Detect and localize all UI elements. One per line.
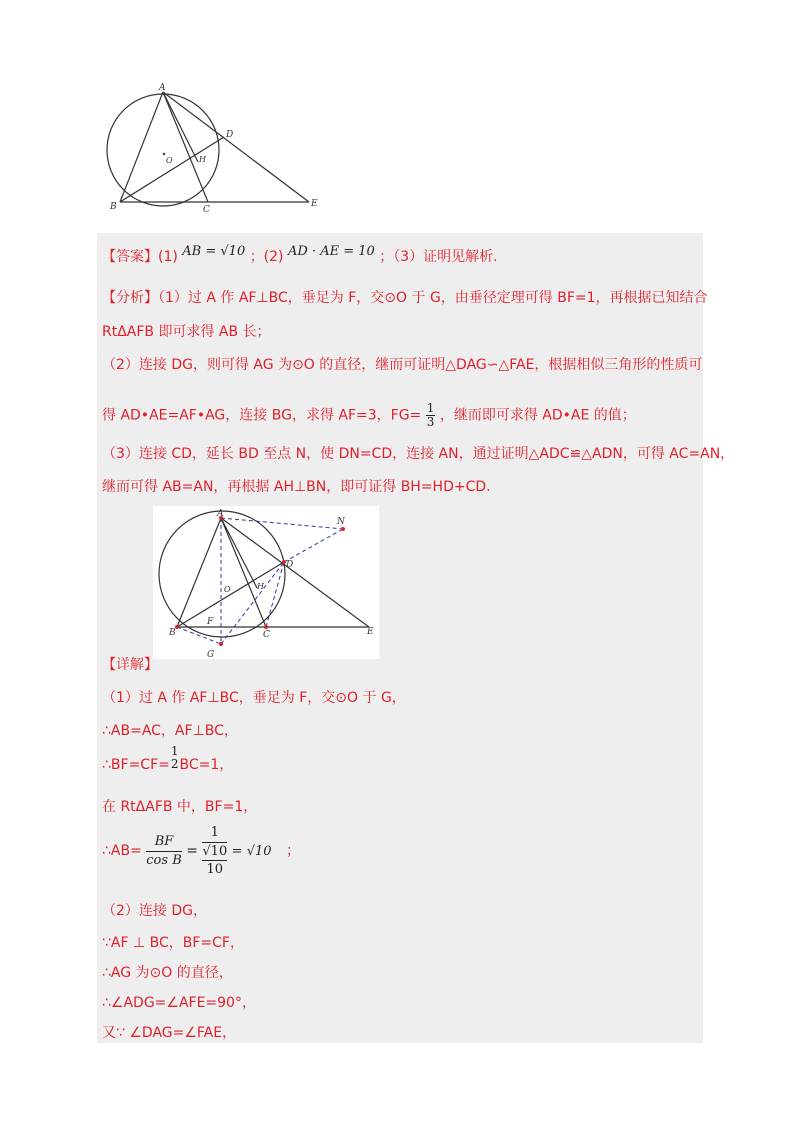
fig2-label-C: C — [263, 630, 270, 640]
detail-line-3b: BC=1， — [179, 757, 234, 773]
detail-line-3a: ∴BF=CF= — [102, 757, 170, 773]
fig2-label-A: A — [217, 509, 224, 519]
bf-numerator: BF — [146, 833, 181, 852]
answer-line — [102, 244, 498, 267]
one-numerator: 1 — [202, 824, 227, 843]
analysis-line-6: 继而可得 AB=AN，再根据 AH⊥BN，即可证得 BH=HD+CD. — [102, 479, 491, 495]
fraction-one-over — [202, 824, 227, 878]
label-C: C — [203, 205, 210, 215]
geometry-figure-2 — [153, 506, 379, 659]
label-D: D — [226, 130, 234, 140]
fig2-label-B: B — [169, 628, 176, 638]
detail-line-1: （1）过 A 作 AF⊥BC，垂足为 F，交⊙O 于 G， — [102, 690, 406, 706]
analysis-line-4 — [102, 402, 636, 429]
detail-line-9: ∴∠ADG=∠AFE=90°， — [102, 995, 256, 1011]
detail-line-7: ∵AF ⊥ BC，BF=CF， — [102, 935, 244, 951]
half-numerator: 1 — [170, 744, 179, 758]
detail-line-8: ∴AG 为⊙O 的直径， — [102, 965, 233, 981]
half-denominator: 2 — [170, 757, 179, 771]
analysis-line-3: （2）连接 DG，则可得 AG 为⊙O 的直径，继而可证明△DAG∽△FAE，根据相似三角形的性质可 — [102, 357, 703, 373]
analysis-line-4b: ，继而即可求得 AD•AE 的值； — [439, 407, 636, 424]
fig2-label-G: G — [207, 650, 215, 659]
fig2-label-H: H — [257, 582, 264, 591]
fig2-label-D: D — [286, 560, 294, 570]
analysis-line-4a: 得 AD•AE=AF•AG，连接 BG，求得 AF=3，FG= — [102, 407, 422, 424]
label-H: H — [199, 155, 206, 164]
ten-denominator: 10 — [206, 862, 224, 877]
detail-line-3 — [102, 744, 234, 778]
fraction-fg — [426, 402, 436, 429]
fig2-label-N: N — [337, 517, 345, 527]
equals-1: = — [186, 843, 198, 859]
fraction-half — [170, 745, 180, 771]
detail-line-10: 又∵ ∠DAG=∠FAE， — [102, 1025, 237, 1041]
geometry-figure-1 — [95, 80, 325, 220]
fg-numerator: 1 — [426, 401, 435, 415]
detail-line-2: ∴AB=AC，AF⊥BC， — [102, 723, 238, 739]
answer-part2: AD · AE = 10 — [287, 244, 375, 259]
label-O: O — [166, 156, 173, 165]
detail-line-5 — [102, 824, 300, 878]
fraction-bf-cosb — [146, 833, 181, 870]
detail-line-4: 在 RtΔAFB 中，BF=1， — [102, 799, 258, 815]
fg-denominator: 3 — [426, 415, 435, 429]
fig2-label-F: F — [207, 617, 214, 627]
analysis-line-1: 【分析】（1）过 A 作 AF⊥BC，垂足为 F，交⊙O 于 G，由垂径定理可得 BF=1，再根据已知结合 — [102, 290, 708, 306]
detail-line-5b: ； — [285, 843, 300, 859]
fig2-label-E: E — [367, 627, 374, 637]
detail-line-6: （2）连接 DG， — [102, 903, 207, 919]
nested-denominator — [202, 843, 227, 878]
analysis-line-2: RtΔAFB 即可求得 AB 长； — [102, 324, 271, 340]
answer-part1: AB = √10 — [182, 244, 246, 259]
answer-sep3: ；（3）证明见解析. — [379, 249, 498, 265]
label-B: B — [110, 202, 117, 212]
answer-sep2: ；(2) — [249, 249, 284, 265]
fig2-label-O: O — [224, 585, 231, 594]
label-E: E — [311, 199, 318, 209]
cosb-denominator: cos B — [146, 852, 182, 868]
analysis-line-5: （3）连接 CD，延长 BD 至点 N，使 DN=CD，连接 AN，通过证明△ADC≌△ADN，可得 AC=AN， — [102, 446, 735, 462]
detail-line-5a: ∴AB= — [102, 843, 142, 859]
sqrt10-numerator: √10 — [202, 844, 228, 859]
detail-tag: 【详解】 — [102, 657, 158, 673]
equals-sqrt10: = √10 — [231, 844, 272, 859]
label-A: A — [159, 83, 166, 93]
answer-tag: 【答案】(1) — [102, 249, 178, 265]
